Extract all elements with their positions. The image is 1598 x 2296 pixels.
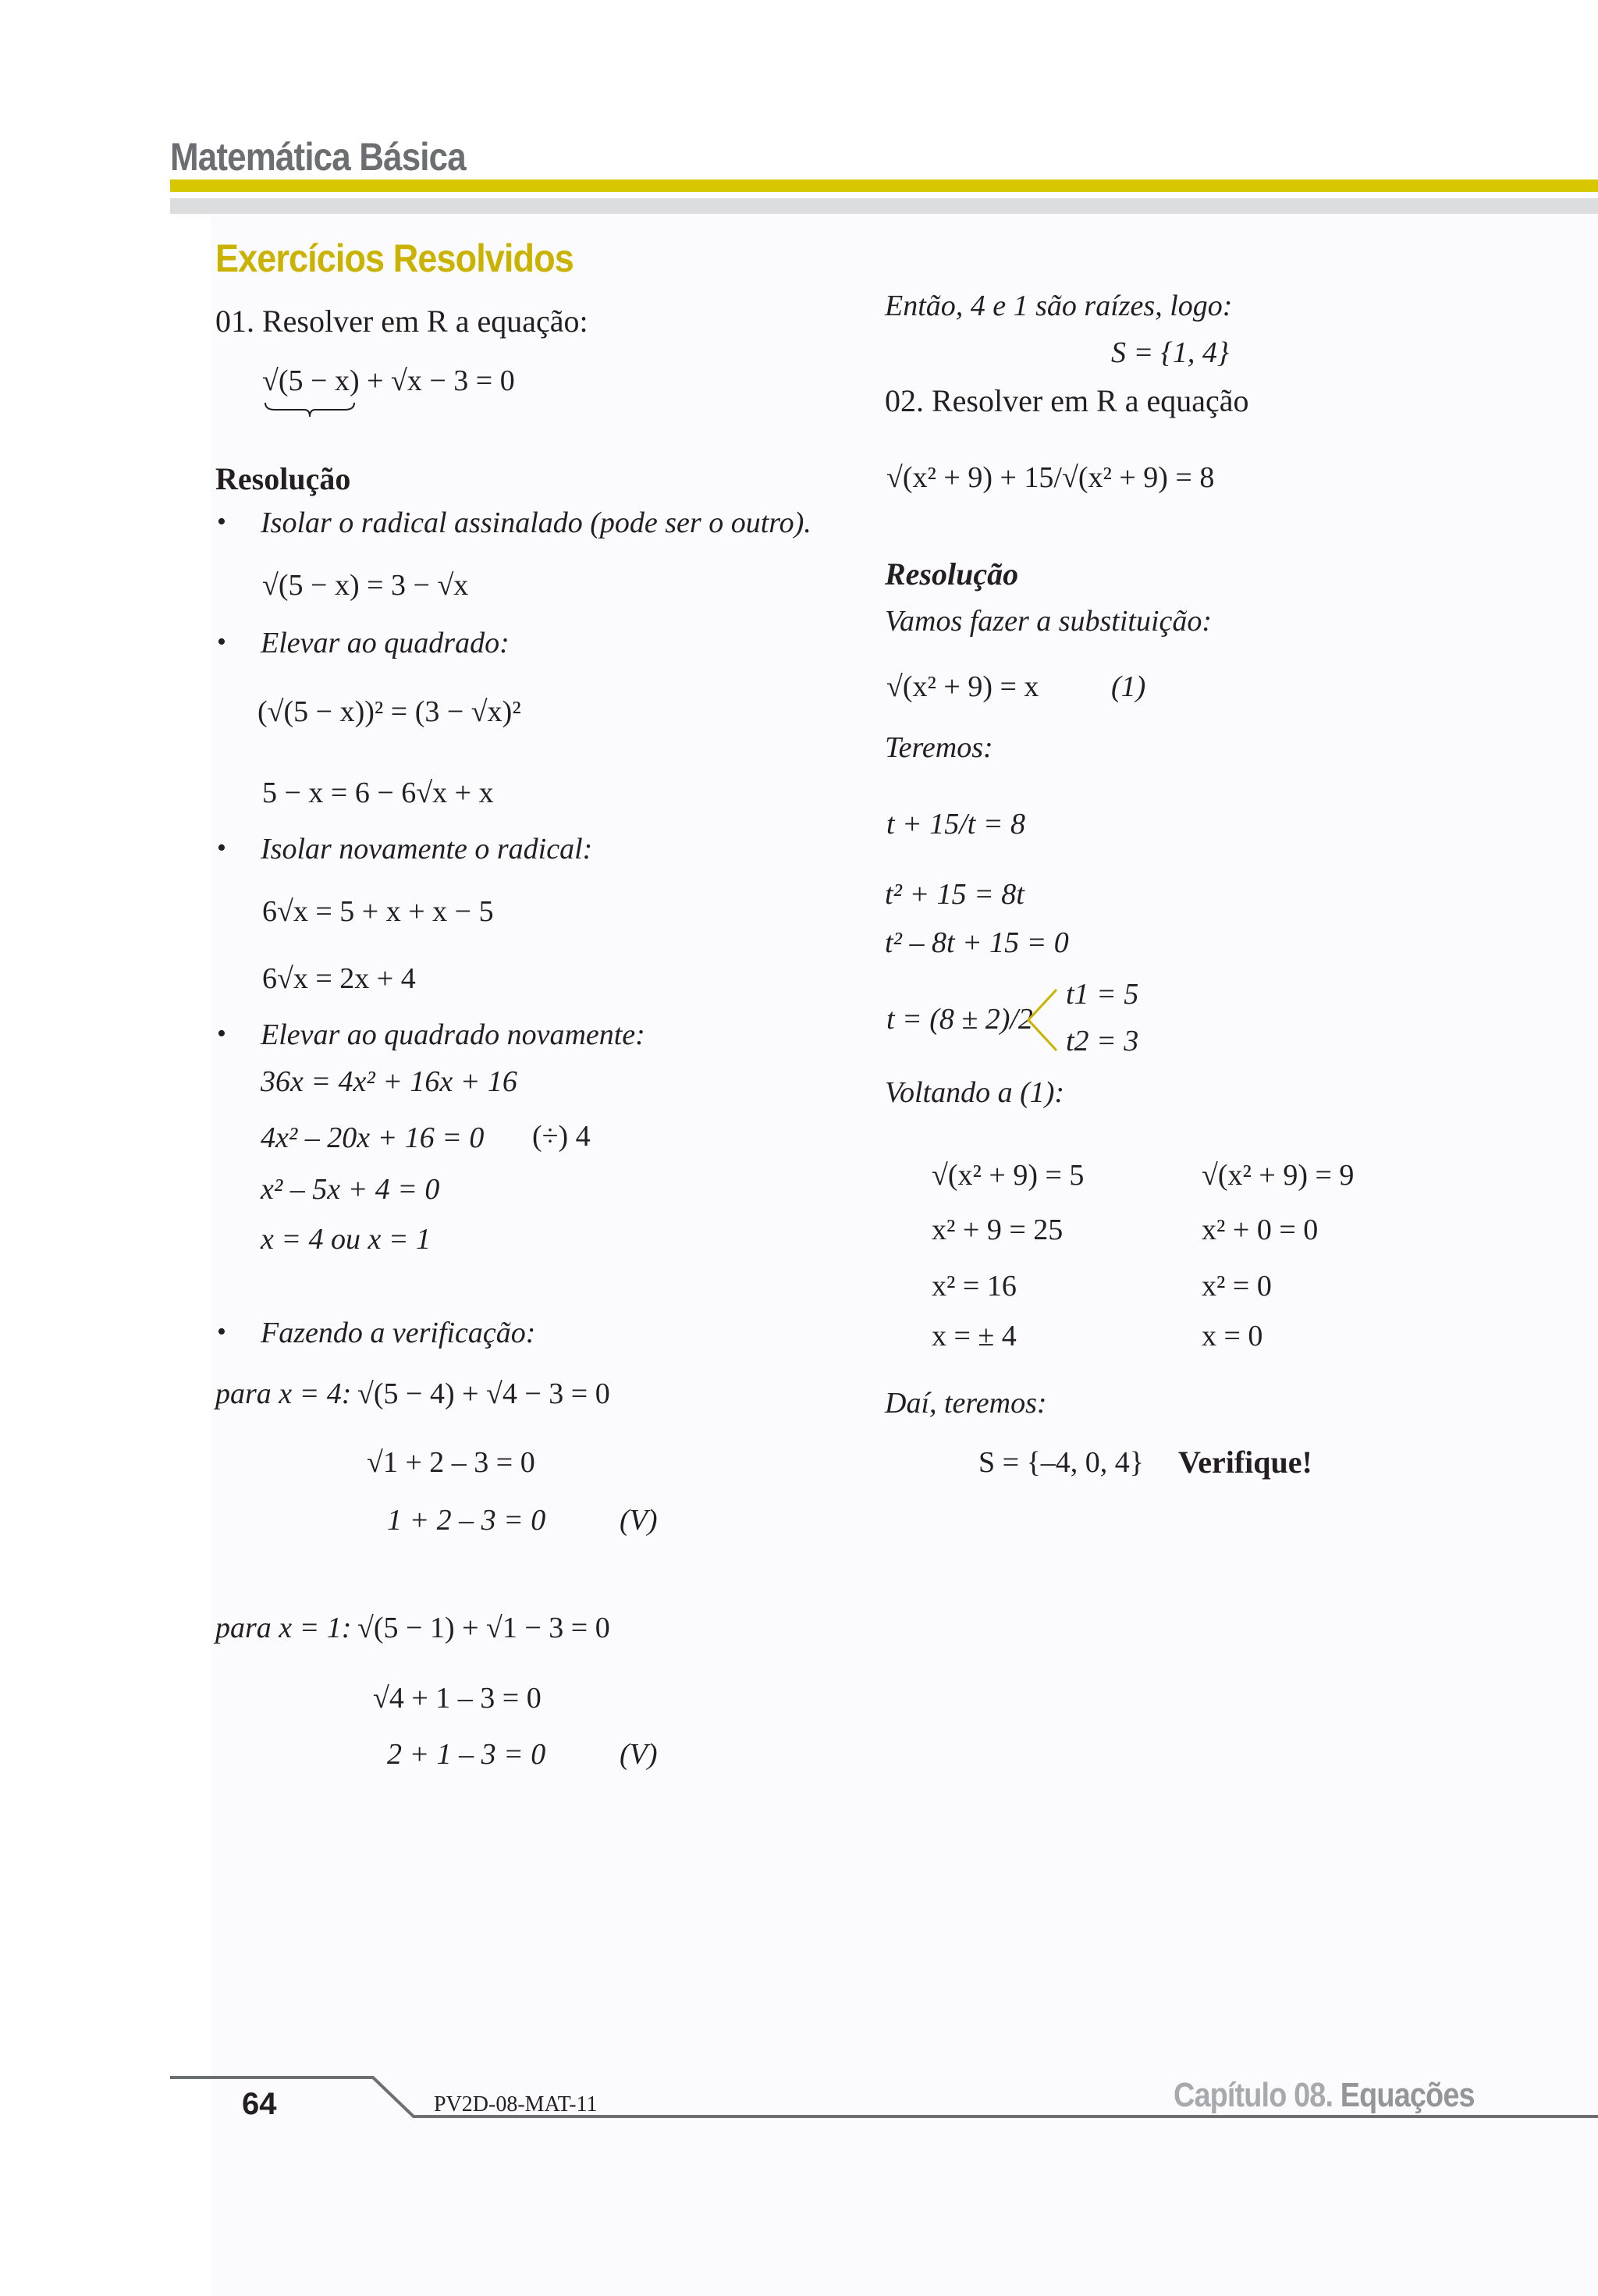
colA-line2: x² + 9 = 25: [932, 1214, 1064, 1246]
colB-line3: x² = 0: [1202, 1270, 1272, 1303]
ex1-equation: [262, 364, 515, 398]
ex1-eq-squared: (√(5 − x))² = (3 − √x)²: [257, 695, 521, 728]
bullet: •: [217, 627, 226, 656]
ex1-step3: Isolar novamente o radical:: [261, 833, 593, 865]
ex2-eq-t2: t² + 15 = 8t: [885, 878, 1024, 911]
ex2-eq-t1: t + 15/t = 8: [886, 808, 1025, 841]
check1-line2: √4 + 1 – 3 = 0: [373, 1682, 542, 1715]
header-gray-bar: [170, 198, 1598, 214]
chapter-label: [1174, 2076, 1475, 2115]
section-title: Exercícios Resolvidos: [215, 236, 574, 280]
ex1-eq-c: x² – 5x + 4 = 0: [261, 1173, 440, 1206]
ex1-eq-expanded: 5 − x = 6 − 6√x + x: [262, 777, 494, 809]
ex2-statement: 02. Resolver em R a equação: [885, 383, 1249, 418]
ex1-eq-b-div: (÷) 4: [532, 1120, 591, 1153]
verifique: Verifique!: [1178, 1445, 1312, 1480]
ex2-t1: t1 = 5: [1066, 978, 1139, 1011]
colB-line4: x = 0: [1202, 1320, 1263, 1352]
right-conclusion: Então, 4 e 1 são raízes, logo:: [885, 290, 1233, 322]
ex1-resolution-label: Resolução: [215, 461, 351, 496]
ex2-equation: √(x² + 9) + 15/√(x² + 9) = 8: [886, 461, 1215, 494]
ex1-eq-d: x = 4 ou x = 1: [261, 1223, 431, 1256]
header-yellow-bar: [170, 179, 1598, 192]
ex2-teremos: Teremos:: [885, 731, 993, 764]
ex2-solution: S = {–4, 0, 4}: [978, 1446, 1145, 1479]
document-code: PV2D-08-MAT-11: [434, 2092, 598, 2117]
ex1-eq-iso2a: 6√x = 5 + x + x − 5: [262, 895, 494, 928]
colB-line2: x² + 0 = 0: [1202, 1214, 1319, 1246]
ex1-eq-a: 36x = 4x² + 16x + 16: [261, 1065, 517, 1098]
ex1-statement: 01. Resolver em R a equação:: [215, 304, 588, 339]
ex2-voltando: Voltando a (1):: [885, 1076, 1065, 1109]
ex1-equation-text: √(5 − x) + √x − 3 = 0: [262, 364, 515, 397]
page-number: 64: [242, 2087, 277, 2121]
split-chevron: [1025, 986, 1060, 1054]
ex2-eq-t4: t = (8 ± 2)/2: [886, 1003, 1033, 1036]
underbrace: [264, 401, 356, 418]
colA-line1: √(x² + 9) = 5: [932, 1159, 1085, 1192]
ex2-subst-text: Vamos fazer a substituição:: [885, 605, 1213, 638]
check1-line3: 2 + 1 – 3 = 0: [387, 1738, 546, 1771]
ex2-resolution-label: Resolução: [885, 556, 1019, 592]
bullet: •: [217, 1317, 226, 1346]
ex1-eq-b: 4x² – 20x + 16 = 0: [261, 1121, 485, 1154]
chapter-prefix: Capítulo 08.: [1174, 2076, 1333, 2114]
check4-line1: √(5 − 4) + √4 − 3 = 0: [357, 1377, 610, 1410]
bullet: •: [217, 507, 226, 536]
colA-line4: x = ± 4: [932, 1320, 1017, 1352]
check1-label: para x = 1:: [215, 1612, 352, 1644]
bullet: •: [217, 1019, 226, 1048]
ex1-step1: Isolar o radical assinalado (pode ser o outro).: [261, 506, 811, 539]
ex1-step5: Fazendo a verificação:: [261, 1317, 536, 1349]
colA-line3: x² = 16: [932, 1270, 1017, 1303]
ex1-eq-iso2b: 6√x = 2x + 4: [262, 962, 416, 995]
check4-label: para x = 4:: [215, 1377, 352, 1410]
ex2-t2: t2 = 3: [1066, 1025, 1139, 1057]
ex2-subst-tag: (1): [1111, 670, 1146, 703]
book-title: Matemática Básica: [170, 135, 466, 179]
ex1-step2: Elevar ao quadrado:: [261, 627, 510, 659]
right-solution1: S = {1, 4}: [1111, 336, 1230, 369]
ex2-subst-eq: √(x² + 9) = x: [886, 670, 1039, 703]
check1-line1: √(5 − 1) + √1 − 3 = 0: [357, 1612, 610, 1644]
chapter-name: Equações: [1340, 2076, 1475, 2114]
check1-verdict: (V): [620, 1738, 658, 1771]
colB-line1: √(x² + 9) = 9: [1202, 1159, 1355, 1192]
check4-line3: 1 + 2 – 3 = 0: [387, 1504, 546, 1537]
ex2-dai: Daí, teremos:: [885, 1387, 1047, 1420]
ex1-step4: Elevar ao quadrado novamente:: [261, 1018, 645, 1051]
check4-line2: √1 + 2 – 3 = 0: [367, 1446, 535, 1479]
ex1-eq-isolated: √(5 − x) = 3 − √x: [262, 569, 469, 602]
check4-verdict: (V): [620, 1504, 658, 1537]
bullet: •: [217, 833, 226, 862]
ex2-eq-t3: t² – 8t + 15 = 0: [885, 926, 1069, 959]
